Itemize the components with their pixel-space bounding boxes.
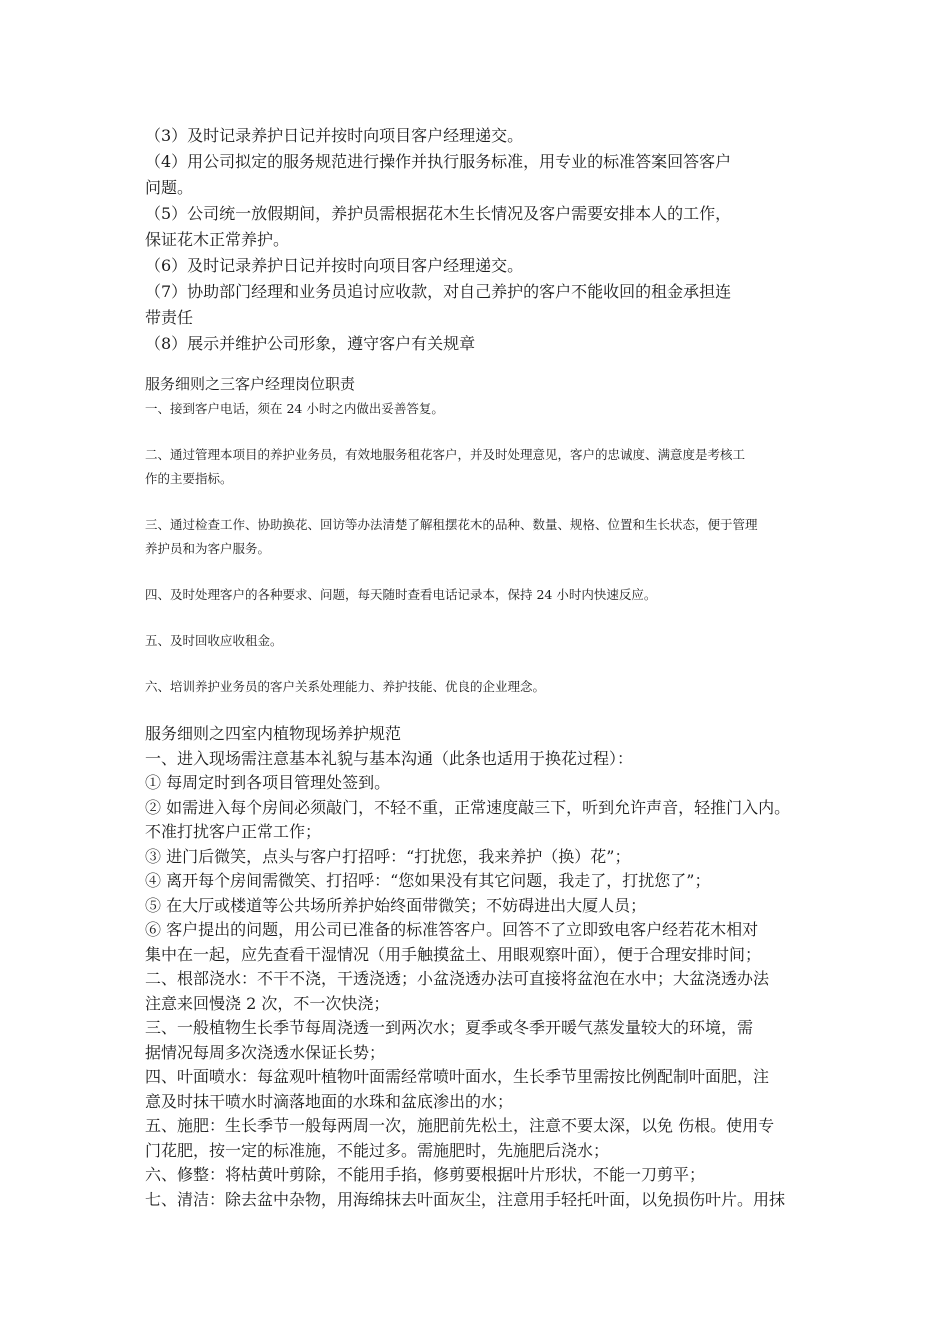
responsibility-item-cont: 养护员和为客户服务。: [145, 541, 271, 556]
care-rule-line: 意及时抹干喷水时滴落地面的水珠和盆底渗出的水；: [145, 1091, 514, 1111]
responsibility-item: 六、培训养护业务员的客户关系处理能力、养护技能、优良的企业理念。: [145, 679, 546, 694]
duty-line: （5）公司统一放假期间，养护员需根据花木生长情况及客户需要安排本人的工作，: [145, 204, 732, 223]
care-rule-line: 三、一般植物生长季节每周浇透一到两次水；夏季或冬季开暖气蒸发量较大的环境，需: [145, 1018, 754, 1037]
duty-line: 问题。: [145, 178, 194, 197]
duty-line: （6）及时记录养护日记并按时向项目客户经理递交。: [145, 256, 524, 275]
responsibility-item: 五、及时回收应收租金。: [145, 633, 283, 648]
account-manager-section: [145, 371, 825, 699]
care-rule-line: ① 每周定时到各项目管理处签到。: [145, 773, 391, 792]
care-rule-line: ④ 离开每个房间需微笑、打招呼：“您如果没有其它问题，我走了，打扰您了”；: [145, 871, 711, 890]
responsibility-item: 四、及时处理客户的各种要求、问题，每天随时查看电话记录本，保持 24 小时内快速反应。: [145, 587, 657, 602]
care-rule-line: 七、清洁：除去盆中杂物，用海绵抹去叶面灰尘，注意用手轻托叶面，以免损伤叶片。用抹: [145, 1189, 786, 1209]
care-rule-line: 集中在一起，应先查看干湿情况（用手触摸盆土、用眼观察叶面），便于合理安排时间；: [145, 944, 762, 964]
duty-line: （3）及时记录养护日记并按时向项目客户经理递交。: [145, 126, 524, 145]
care-rule-line: ⑤ 在大厅或楼道等公共场所养护始终面带微笑；不妨碍进出大厦人员；: [145, 895, 647, 915]
duty-line: （7）协助部门经理和业务员追讨应收款，对自己养护的客户不能收回的租金承担连: [145, 282, 732, 301]
care-rule-line: ⑥ 客户提出的问题，用公司已准备的标准答客户。回答不了立即致电客户经若花木相对: [145, 920, 759, 939]
responsibility-item: 三、通过检查工作、协助换花、回访等办法清楚了解租摆花木的品种、数量、规格、位置和生长状态，便于管理: [145, 517, 758, 532]
duty-line: （4）用公司拟定的服务规范进行操作并执行服务标准，用专业的标准答案回答客户: [145, 152, 732, 171]
care-rule-line: ③ 进门后微笑，点头与客户打招呼：“打扰您，我来养护（换）花”；: [145, 846, 631, 866]
care-rule-line: 门花肥，按一定的标准施，不能过多。需施肥时，先施肥后浇水；: [145, 1140, 610, 1160]
duty-line: （8）展示并维护公司形象，遵守客户有关规章: [145, 334, 476, 353]
duty-line: 带责任: [145, 308, 194, 327]
care-rule-line: 五、施肥：生长季节一般每两周一次，施肥前先松土，注意不要太深，以免 伤根。使用专: [145, 1116, 775, 1135]
section-heading: 服务细则之三客户经理岗位职责: [145, 375, 356, 393]
responsibility-item: 二、通过管理本项目的养护业务员，有效地服务租花客户，并及时处理意见，客户的忠诚度、满意度是考核工: [145, 447, 746, 462]
care-rule-line: 四、叶面喷水：每盆观叶植物叶面需经常喷叶面水，生长季节里需按比例配制叶面肥，注: [145, 1067, 770, 1086]
care-rule-line: 据情况每周多次浇透水保证长势；: [145, 1042, 386, 1062]
care-rule-line: 六、修整：将枯黄叶剪除，不能用手掐，修剪要根据叶片形状，不能一刀剪平；: [145, 1165, 706, 1184]
care-rule-line: 二、根部浇水：不干不浇，干透浇透；小盆浇透办法可直接将盆泡在水中；大盆浇透办法: [145, 969, 770, 988]
care-rule-line: 不准打扰客户正常工作；: [145, 822, 322, 841]
care-rule-line: 一、进入现场需注意基本礼貌与基本沟通（此条也适用于换花过程）：: [145, 748, 634, 768]
responsibility-item: 一、接到客户电话，须在 24 小时之内做出妥善答复。: [145, 401, 444, 416]
care-rule-line: ② 如需进入每个房间必须敲门，不轻不重，正常速度敲三下，听到允许声音，轻推门入内。: [145, 797, 791, 817]
plant-care-section: [145, 722, 825, 1212]
section-heading: 服务细则之四室内植物现场养护规范: [145, 724, 402, 743]
duties-list-continued: [145, 123, 825, 357]
duty-line: 保证花木正常养护。: [145, 230, 290, 249]
responsibility-item-cont: 作的主要指标。: [145, 471, 233, 486]
care-rule-line: 注意来回慢浇 2 次，不一次快浇；: [145, 993, 390, 1013]
